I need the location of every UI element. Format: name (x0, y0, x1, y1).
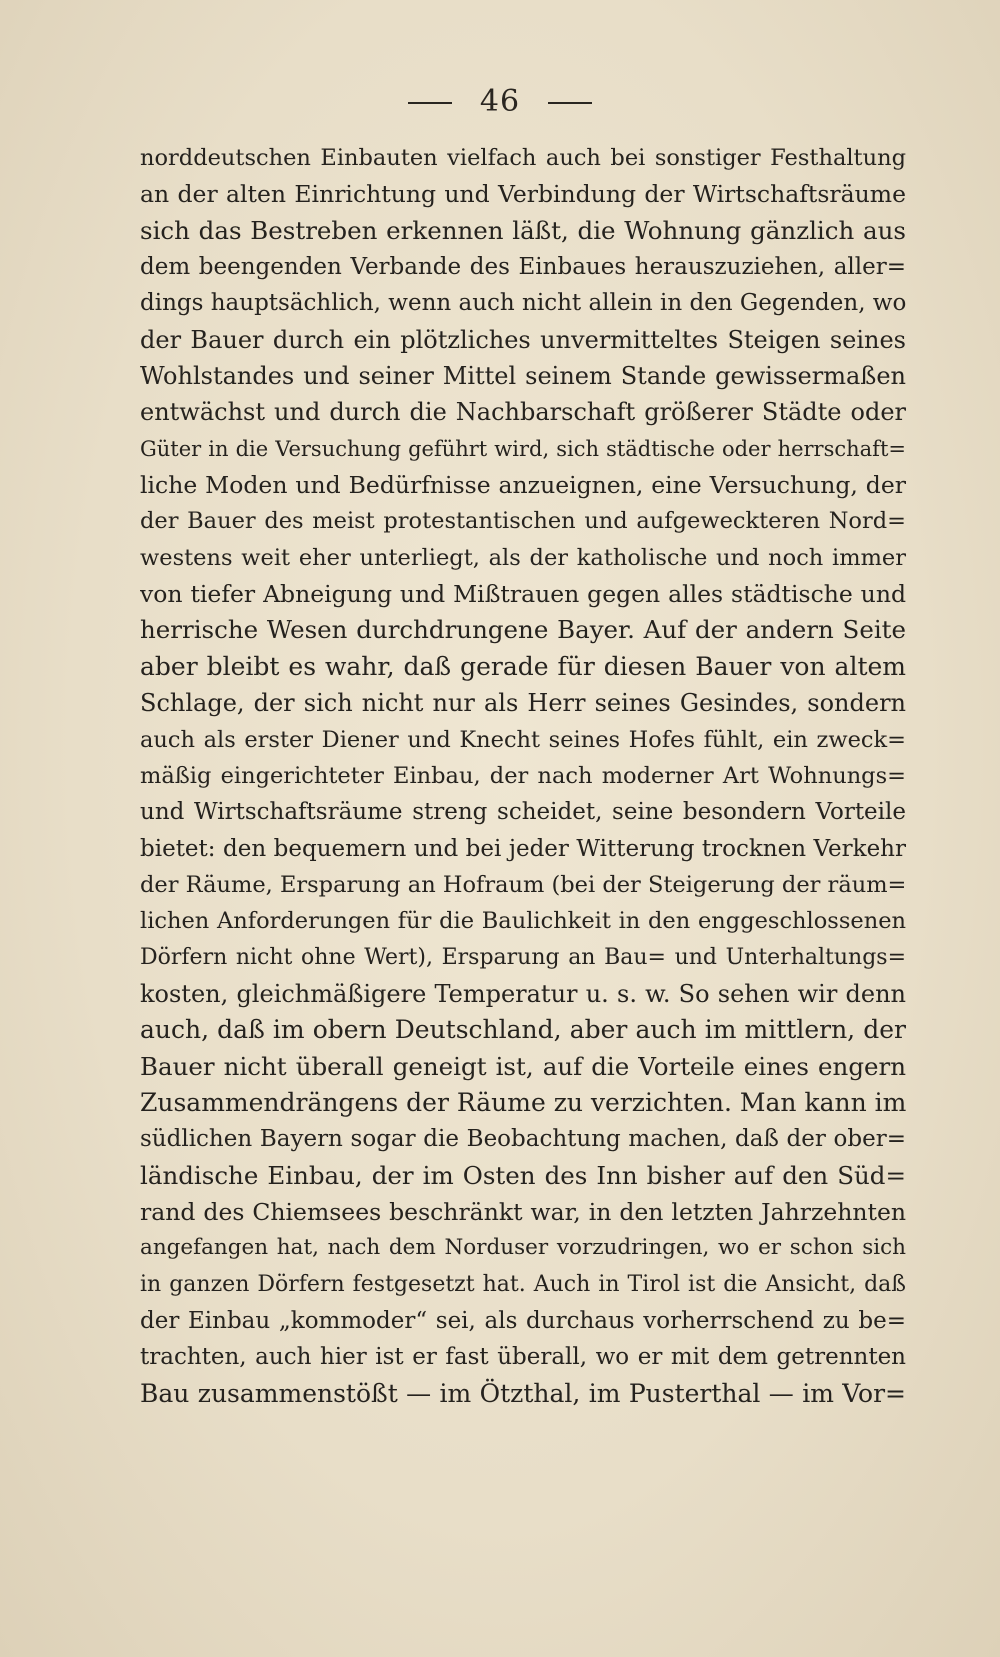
text-line: westens weit eher unterliegt, als der katholische und noch immer (140, 544, 906, 571)
text-line: an der alten Einrichtung und Verbindung der Wirtschaftsräume (140, 180, 906, 209)
text-line: ländische Einbau, der im Osten des Inn bisher auf den Süd= (140, 1160, 906, 1190)
page-number-text: 46 (479, 84, 521, 119)
text-line: bietet: den bequemern und bei jeder Witterung trocknen Verkehr (140, 835, 906, 862)
text-line: dem beengenden Verbande des Einbaues herauszuziehen, aller= (140, 254, 906, 281)
text-line: Bauer nicht überall geneigt ist, auf die Vorteile eines engern (140, 1051, 906, 1081)
text-line: trachten, auch hier ist er fast überall, wo er mit dem getrennten (140, 1344, 906, 1371)
text-line: dings hauptsächlich, wenn auch nicht allein in den Gegenden, wo (140, 290, 906, 317)
text-line: der Bauer durch ein plötzliches unvermitteltes Steigen seines (140, 325, 906, 354)
text-line: angefangen hat, nach dem Norduser vorzudringen, wo er schon sich (140, 1235, 906, 1261)
text-line: mäßig eingerichteter Einbau, der nach moderner Art Wohnungs= (140, 762, 906, 789)
text-line: herrische Wesen durchdrungene Bayer. Auf der andern Seite (140, 615, 906, 645)
text-line: auch als erster Diener und Knecht seines Hofes fühlt, ein zweck= (140, 726, 906, 753)
text-line: norddeutschen Einbauten vielfach auch bei sonstiger Festhaltung (140, 145, 906, 171)
text-line: der Bauer des meist protestantischen und aufgeweckteren Nord= (140, 508, 906, 535)
left-dash (408, 102, 452, 104)
text-line: der Räume, Ersparung an Hofraum (bei der Steigerung der räum= (140, 871, 906, 898)
page-number (0, 84, 1000, 119)
text-line: und Wirtschaftsräume streng scheidet, seine besondern Vorteile (140, 799, 906, 826)
text-line: Güter in die Versuchung geführt wird, sich städtische oder herrschaft= (140, 436, 906, 461)
text-line: der Einbau „kommoder“ sei, als durchaus vorherrschend zu be= (140, 1308, 906, 1334)
text-line: sich das Bestreben erkennen läßt, die Wohnung gänzlich aus (140, 215, 906, 245)
text-line: Zusammendrängens der Räume zu verzichten. Man kann im (140, 1087, 906, 1117)
right-dash (548, 102, 592, 104)
text-line: rand des Chiemsees beschränkt war, in den letzten Jahrzehnten (140, 1197, 906, 1226)
text-line: liche Moden und Bedürfnisse anzueignen, eine Versuchung, der (140, 471, 906, 500)
text-line: kosten, gleichmäßigere Temperatur u. s. w. So sehen wir denn (140, 979, 906, 1008)
text-line: von tiefer Abneigung und Mißtrauen gegen alles städtische und (140, 580, 906, 609)
text-line: aber bleibt es wahr, daß gerade für diesen Bauer von altem (140, 651, 906, 681)
text-line: lichen Anforderungen für die Baulichkeit in den enggeschlossenen (140, 908, 906, 935)
text-line: Bau zusammenstößt — im Ötzthal, im Pusterthal — im Vor= (140, 1378, 906, 1408)
text-line: südlichen Bayern sogar die Beobachtung machen, daß der ober= (140, 1126, 906, 1153)
body-text (140, 140, 906, 1412)
text-line: Schlage, der sich nicht nur als Herr seines Gesindes, sondern (140, 689, 906, 718)
text-line: Dörfern nicht ohne Wert), Ersparung an Bau= und Unterhaltungs= (140, 944, 906, 970)
text-line: Wohlstandes und seiner Mittel seinem Stande gewissermaßen (140, 362, 906, 391)
text-line: entwächst und durch die Nachbarschaft größerer Städte oder (140, 398, 906, 427)
text-line: auch, daß im obern Deutschland, aber auch im mittlern, der (140, 1015, 906, 1045)
text-line: in ganzen Dörfern festgesetzt hat. Auch in Tirol ist die Ansicht, daß (140, 1271, 906, 1297)
